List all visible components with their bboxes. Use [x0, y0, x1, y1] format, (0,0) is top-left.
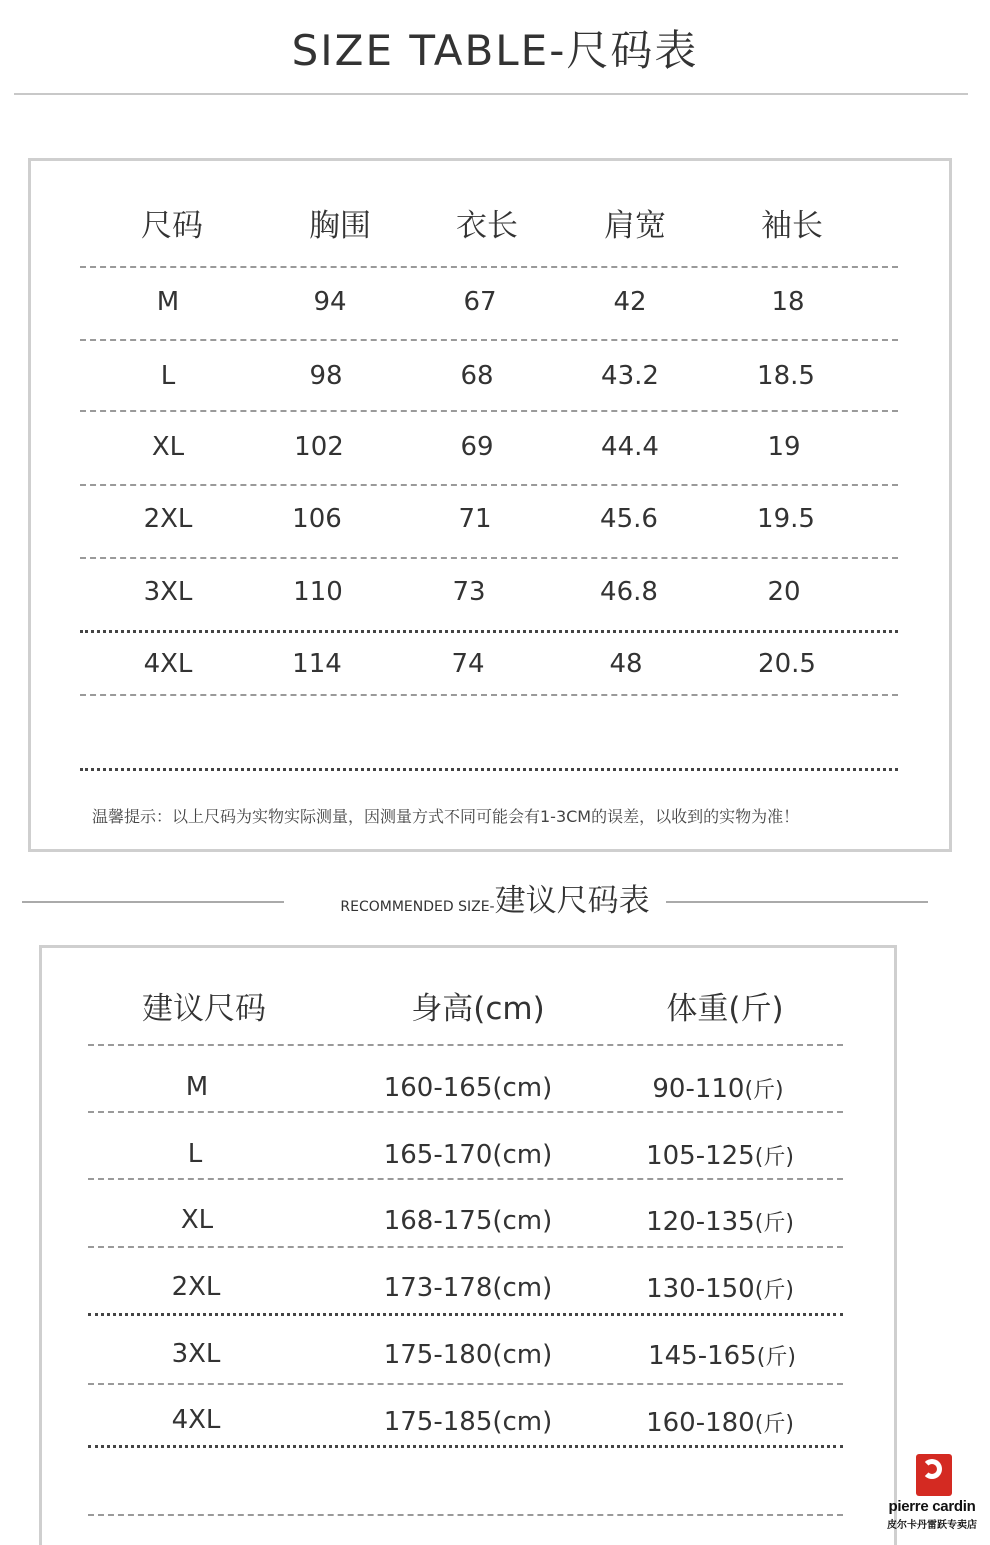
table-cell: 110 [293, 577, 343, 607]
weight-unit: (斤) [754, 1412, 794, 1437]
col-header-weight: 体重(斤) [666, 991, 784, 1027]
table-cell: 18.5 [757, 361, 815, 391]
table-cell: 74 [451, 649, 485, 679]
table-cell: 94 [313, 287, 347, 317]
weight-unit: (斤) [754, 1145, 794, 1170]
table-cell: 175-180(cm) [383, 1340, 553, 1370]
brand-logo [878, 1454, 986, 1532]
row-divider [88, 1044, 843, 1046]
table-cell: 20 [767, 577, 801, 607]
col-header-length: 衣长 [456, 208, 518, 244]
weight-range: 130-150 [646, 1274, 755, 1304]
row-divider [88, 1246, 843, 1248]
table-cell [646, 1407, 794, 1438]
table-cell: 19 [767, 432, 801, 462]
table-cell: 18 [771, 287, 805, 317]
table-cell: XL [180, 1205, 214, 1235]
table-cell [646, 1273, 794, 1304]
table-cell: 2XL [171, 1272, 221, 1302]
table-cell: 67 [463, 287, 497, 317]
table-cell: L [160, 361, 176, 391]
table-cell: 4XL [143, 649, 193, 679]
table-cell: 3XL [143, 577, 193, 607]
weight-unit: (斤) [744, 1078, 784, 1103]
table-cell: 106 [292, 504, 342, 534]
table-cell: 73 [452, 577, 486, 607]
col-header-shoulder: 肩宽 [604, 208, 666, 244]
weight-range: 105-125 [646, 1141, 755, 1171]
table-cell: L [187, 1139, 203, 1169]
row-divider [88, 1514, 843, 1516]
table-cell: 160-165(cm) [383, 1073, 553, 1103]
table-cell: 3XL [171, 1339, 221, 1369]
table-cell: 45.6 [600, 504, 658, 534]
weight-unit: (斤) [754, 1211, 794, 1236]
table-cell: 44.4 [601, 432, 659, 462]
col-header-chest: 胸围 [309, 208, 371, 244]
table-cell [646, 1206, 794, 1237]
row-divider [88, 1445, 843, 1448]
table-cell: 2XL [143, 504, 193, 534]
weight-range: 120-135 [646, 1207, 755, 1237]
col-header-sleeve: 袖长 [761, 208, 823, 244]
measurement-note: 温馨提示：以上尺码为实物实际测量，因测量方式不同可能会有1-3CM的误差，以收到的实物为准！ [92, 807, 800, 826]
table-cell: 4XL [171, 1405, 221, 1435]
weight-range: 90-110 [652, 1074, 745, 1104]
table-cell: 114 [292, 649, 342, 679]
page-title: SIZE TABLE-尺码表 [291, 26, 699, 75]
row-divider [88, 1111, 843, 1113]
table-cell: 98 [309, 361, 343, 391]
table-cell [652, 1073, 783, 1104]
table-cell: 20.5 [758, 649, 816, 679]
row-divider [88, 1383, 843, 1385]
col-header-size: 尺码 [141, 208, 203, 244]
table-cell: 168-175(cm) [383, 1206, 553, 1236]
weight-unit: (斤) [754, 1278, 794, 1303]
table-cell: 175-185(cm) [383, 1407, 553, 1437]
table-cell: 42 [613, 287, 647, 317]
table-cell: 68 [460, 361, 494, 391]
brand-name: pierre cardin [888, 1498, 976, 1515]
table-cell [646, 1140, 794, 1171]
table-cell: 69 [460, 432, 494, 462]
weight-unit: (斤) [756, 1345, 796, 1370]
table-cell: 71 [458, 504, 492, 534]
table-cell: M [156, 287, 180, 317]
table-cell: 46.8 [600, 577, 658, 607]
col-header-rec-size: 建议尺码 [142, 991, 266, 1027]
pierre-cardin-logo-icon [916, 1454, 952, 1496]
table-cell [648, 1340, 796, 1371]
table-cell: 165-170(cm) [383, 1140, 553, 1170]
recommended-title-cn: 建议尺码表 [494, 883, 650, 919]
table-cell: XL [151, 432, 185, 462]
table-cell: 48 [609, 649, 643, 679]
table-cell: 43.2 [601, 361, 659, 391]
table-cell: M [185, 1072, 209, 1102]
row-divider [88, 1313, 843, 1316]
table-cell: 19.5 [757, 504, 815, 534]
weight-range: 160-180 [646, 1408, 755, 1438]
col-header-height: 身高(cm) [411, 991, 545, 1027]
table-cell: 102 [294, 432, 344, 462]
recommended-title-en: RECOMMENDED SIZE- [340, 899, 495, 915]
store-name: 皮尔卡丹雷跃专卖店 [887, 1520, 977, 1531]
weight-range: 145-165 [648, 1341, 757, 1371]
row-divider [88, 1178, 843, 1180]
table-cell: 173-178(cm) [383, 1273, 553, 1303]
